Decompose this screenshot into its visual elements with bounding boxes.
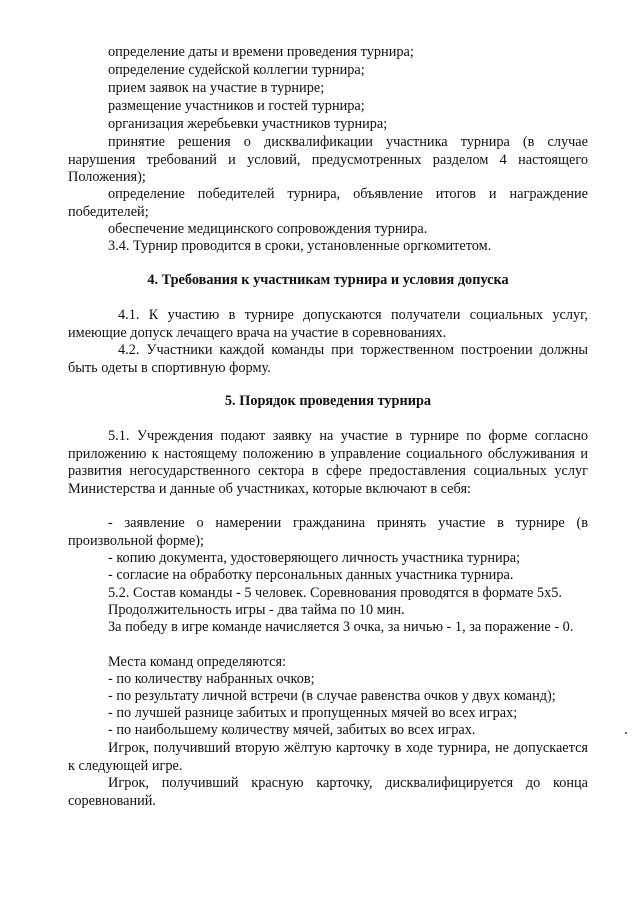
list-item: обеспечение медицинского сопровождения турнира. — [108, 221, 428, 237]
list-item: - по результату личной встречи (в случае равенства очков у двух команд); — [108, 688, 556, 704]
yellow-card-rule: Игрок, получивший вторую жёлтую карточку в ходе турнира, не допускается к следующей игре. — [68, 740, 588, 774]
list-item: - согласие на обработку персональных данных участника турнира. — [108, 567, 514, 583]
clause-5-1: 5.1. Учреждения подают заявку на участие в турнире по форме согласно приложению к настоящему положению в управление социального обслуживания и развития негосударственного сектора в сфере предоставления социальных услуг Министерства и данные об участниках, которые включают в себя: — [68, 428, 588, 497]
list-item: прием заявок на участие в турнире; — [108, 80, 325, 96]
game-duration: Продолжительность игры - два тайма по 10 мин. — [108, 602, 405, 618]
section-5-heading: 5. Порядок проведения турнира — [224, 393, 432, 409]
clause-5-2: 5.2. Состав команды - 5 человек. Соревнования проводятся в формате 5х5. — [108, 585, 562, 601]
list-item: - по лучшей разнице забитых и пропущенных мячей во всех играх; — [108, 705, 518, 721]
list-item: размещение участников и гостей турнира; — [108, 98, 365, 114]
list-item: определение даты и времени проведения турнира; — [108, 44, 414, 60]
list-item: - заявление о намерении гражданина принять участие в турнире (в произвольной форме); — [68, 515, 588, 549]
clause-4-2: 4.2. Участники каждой команды при торжественном построении должны быть одеты в спортивную форму. — [68, 342, 588, 376]
list-item: определение победителей турнира, объявление итогов и награждение победителей; — [68, 186, 588, 220]
list-item: организация жеребьевки участников турнира; — [108, 116, 388, 132]
list-item: - копию документа, удостоверяющего личность участника турнира; — [108, 550, 521, 566]
clause-4-1: 4.1. К участию в турнире допускаются получатели социальных услуг, имеющие допуск лечащего врача на участие в соревнованиях. — [68, 307, 588, 341]
list-item: - по наибольшему количеству мячей, забитых во всех играх. — [108, 722, 476, 738]
list-item: принятие решения о дисквалификации участника турнира (в случае нарушения требований и условий, предусмотренных разделом 4 настоящего Положения); — [68, 134, 588, 186]
scoring-rule: За победу в игре команде начисляется 3 очка, за ничью - 1, за поражение - 0. — [108, 619, 574, 635]
places-intro: Места команд определяются: — [108, 654, 287, 670]
list-item: - по количеству набранных очков; — [108, 671, 315, 687]
clause-3-4: 3.4. Турнир проводится в сроки, установленные оргкомитетом. — [108, 238, 492, 254]
red-card-rule: Игрок, получивший красную карточку, дисквалифицируется до конца соревнований. — [68, 775, 588, 809]
list-item: определение судейской коллегии турнира; — [108, 62, 365, 78]
scan-speck — [625, 732, 627, 734]
section-4-heading: 4. Требования к участникам турнира и условия допуска — [147, 272, 509, 288]
